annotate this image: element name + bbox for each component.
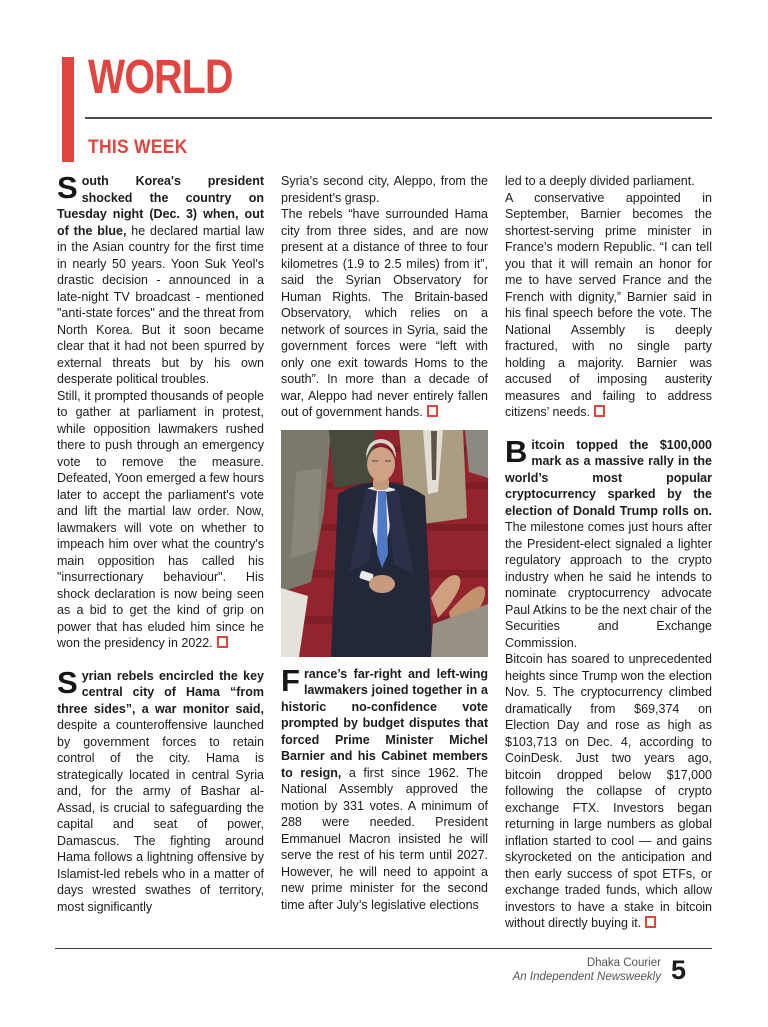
- korea-paragraph-1: [57, 173, 264, 388]
- syria-dropcap: S: [57, 664, 78, 700]
- photo-illustration: [281, 430, 488, 657]
- page-footer: [513, 956, 686, 984]
- header-divider: [85, 117, 712, 119]
- subsection-title: THIS WEEK: [88, 137, 188, 158]
- france-lead: rance’s far-right and left-wing lawmakers joined together in a historic no-confidence vote prompted by budget disputes that forced Prime Minister Michel Barnier and his Cabinet members to resign,: [281, 666, 488, 780]
- column-1: [57, 173, 264, 945]
- france-dropcap: F: [281, 662, 300, 698]
- syria-lead: yrian rebels encircled the key central city of Hama “from three sides”, a war monitor said,: [57, 668, 264, 716]
- france-body-cont: led to a deeply divided parliament.: [505, 174, 695, 188]
- syria-paragraph-continuation: [281, 173, 488, 206]
- korea-body: he declared martial law in the Asian country for the first time in nearly 50 years. Yoon Suk Yeol's drastic decision - announced in a late-night TV broadcast - mentioned "anti-state forces" and the threat from North Korea. But it soon became clear that it had not been spurred by external threats but by his own desperate political troubles.: [57, 223, 264, 386]
- bitcoin-lead: itcoin topped the $100,000 mark as a massive rally in the world’s most popular cryptocurrency sparked by the election of Donald Trump rolls on.: [505, 437, 712, 518]
- page-number: 5: [670, 954, 686, 985]
- bitcoin-body: The milestone comes just hours after the President-elect signaled a lighter regulatory approach to the crypto industry when he said he intends to nominate cryptocurrency advocate Paul Atkins to be the next chair of the Securities and Exchange Commission.: [505, 520, 712, 650]
- france-body: a first since 1962. The National Assembly approved the motion by 331 votes. A minimum of 288 were needed. President Emmanuel Macron insisted he will serve the rest of his term until 2027. However, he will need to appoint a new prime minister for the second time after July’s legislative elections: [281, 765, 488, 912]
- publication-name: Dhaka Courier: [586, 957, 661, 969]
- end-of-story-icon: [217, 636, 228, 648]
- publication-tagline: An Independent Newsweekly: [512, 971, 661, 983]
- publication-info: [513, 956, 661, 984]
- syria-paragraph-1: [57, 664, 264, 916]
- end-of-story-icon: [427, 405, 438, 417]
- france-paragraph-2: [505, 190, 712, 421]
- syria-body-2: The rebels “have surrounded Hama city from three sides, and are now present at a distance of three to four kilometres (1.9 to 2.5 miles) from it”, said the Syrian Observatory for Human Rights. The Britain-based Observatory, which relies on a network of sources in Syria, said the government forces were “left with only one exit towards Homs to the south”. In more than a decade of war, Aleppo had never entirely fallen out of government hands.: [281, 207, 488, 419]
- france-paragraph-1: [281, 662, 488, 914]
- bitcoin-dropcap: B: [505, 433, 528, 469]
- korea-dropcap: S: [57, 173, 78, 205]
- bitcoin-body-2: Bitcoin has soared to unprecedented heights since Trump won the election Nov. 5. The cryptocurrency climbed dramatically from $69,374 on Election Day and rose as high as $103,713 on Dec. 4, according to CoinDesk. Just two years ago, bitcoin dropped below $17,000 following the collapse of crypto exchange FTX. Investors began returning in large numbers as global inflation started to cool — and gains skyrocketed on the anticipation and then early success of spot ETFs, or exchange traded funds, which allow investors to have a stake in bitcoin without directly buying it.: [505, 652, 712, 930]
- bitcoin-paragraph-2: [505, 651, 712, 932]
- column-2: [281, 173, 488, 945]
- end-of-story-icon: [645, 916, 656, 928]
- france-paragraph-continuation: [505, 173, 712, 190]
- syria-body-cont: Syria’s second city, Aleppo, from the president’s grasp.: [281, 174, 488, 205]
- section-title: WORLD: [88, 51, 233, 104]
- syria-body: despite a counteroffensive launched by government forces to retain control of the city. Hama is strategically located in central Syria and, for the army of Bashar al-Assad, is crucial to safeguarding the capital and seat of power, Damascus. The fighting around Hama follows a lightning offensive by Islamist-led rebels who in a matter of days wrested swathes of territory, most significantly: [57, 718, 264, 914]
- korea-body-2: Still, it prompted thousands of people to gather at parliament in protest, while opposition lawmakers rushed there to push through an emergency vote to remove the measure. Defeated, Yoon emerged a few hours later to accept the parliament's vote and lift the martial law order. Now, lawmakers will vote on whether to impeach him over what the country's main opposition has called his "insurrectionary behaviour". His shock declaration is now being seen as a bid to get the kind of grip on power that has eluded him since he won the presidency in 2022.: [57, 388, 264, 650]
- bitcoin-paragraph-1: [505, 433, 712, 652]
- section-accent-bar: [62, 57, 74, 162]
- france-body-2: A conservative appointed in September, Barnier becomes the shortest-serving prime minister in France’s modern Republic. “I can tell you that it will remain an honor for me to have served France and the French with dignity,” Barnier said in his final speech before the vote. The National Assembly is deeply fractured, with no single party holding a majority. Barnier was accused of imposing austerity measures and failing to address citizens’ needs.: [505, 190, 712, 419]
- syria-paragraph-2: [281, 206, 488, 421]
- news-photo-michel-barnier: [281, 430, 488, 657]
- end-of-story-icon: [594, 405, 605, 417]
- article-columns: [57, 173, 712, 945]
- korea-lead: outh Korea's president shocked the country on Tuesday night (Dec. 3) when, out of the blue,: [57, 174, 264, 238]
- footer-divider: [55, 948, 712, 949]
- korea-paragraph-2: [57, 388, 264, 652]
- column-3: [505, 173, 712, 945]
